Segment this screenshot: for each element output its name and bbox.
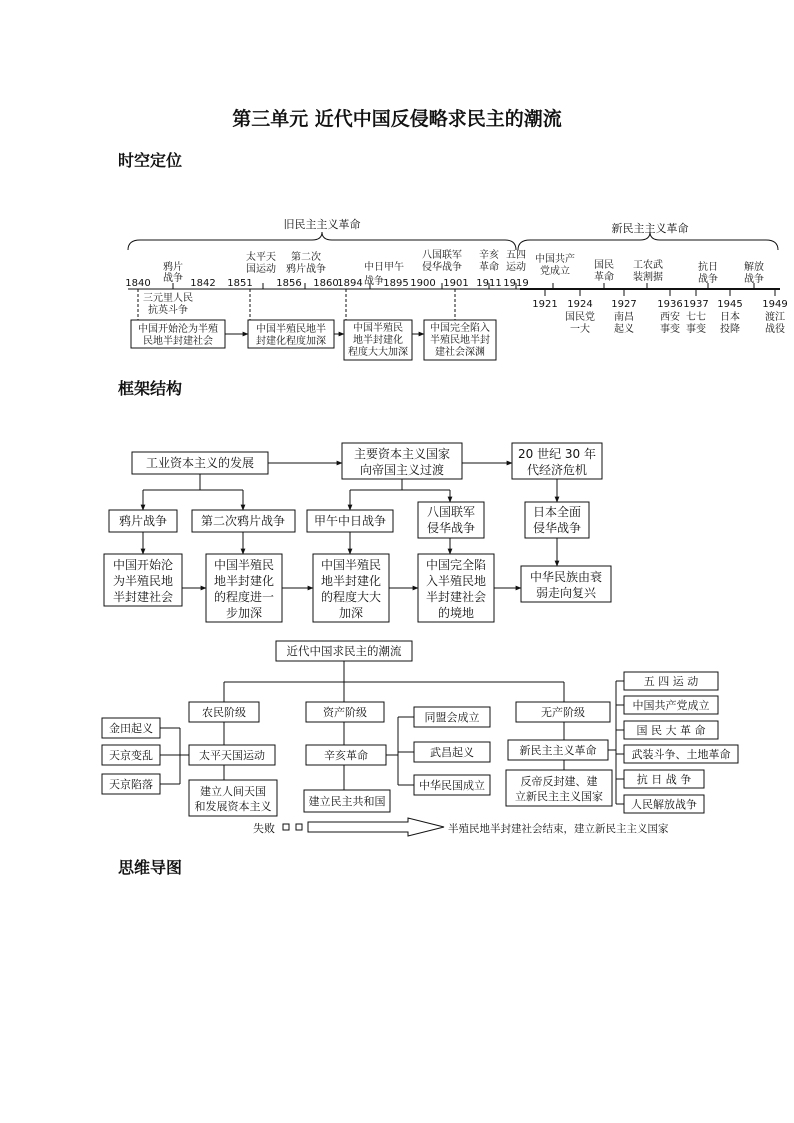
section-heading-mindmap: 思维导图 (118, 858, 183, 877)
year-1895: 1895 (383, 278, 409, 289)
year-1927: 1927 (611, 299, 637, 310)
roc-label: 中华民国成立 (419, 779, 485, 792)
conclusion-label: 半殖民地半封建社会结束，建立新民主主义国家 (448, 823, 669, 835)
result-4-l2: 入半殖民地 (425, 574, 487, 588)
event-sanyuanli-l1: 三元里人民 (143, 293, 193, 304)
tongmenghui-label: 同盟会成立 (424, 711, 480, 724)
year-1860: 1860 (313, 278, 339, 289)
stage-4-l2: 半殖民地半封 (430, 335, 490, 346)
nd-goal-l2: 立新民主主义国家 (515, 790, 603, 803)
armed-struggle-label: 武装斗争、土地革命 (631, 748, 731, 761)
event-1927-l2: 起义 (614, 324, 634, 335)
event-workers-l2: 装割据 (633, 272, 663, 283)
label-new-revolution: 新民主主义革命 (611, 222, 689, 235)
year-1937: 1937 (683, 299, 709, 310)
event-xinhai-l1: 辛亥 (479, 250, 499, 261)
event-taiping-l2: 国运动 (246, 264, 276, 275)
anti-japan-label: 抗 日 战 争 (636, 773, 692, 786)
event-may-fourth-l2: 运动 (506, 262, 526, 273)
sino-japanese-label: 甲午中日战争 (313, 514, 387, 528)
result-2-l4: 步加深 (225, 606, 263, 620)
peasant-label: 农民阶级 (202, 706, 246, 719)
stage-2-l1: 中国半殖民地半 (256, 324, 326, 335)
event-1924-l1: 国民党 (565, 312, 595, 323)
japan-invasion-l1: 日本全面 (532, 505, 582, 519)
result-4-l1: 中国完全陷 (425, 558, 487, 572)
event-anti-japan-l1: 抗日 (698, 262, 718, 273)
imperialism-l2: 向帝国主义过渡 (359, 463, 445, 477)
year-1921: 1921 (532, 299, 558, 310)
section-heading-framework: 框架结构 (118, 379, 183, 398)
result-2-l3: 的程度进一 (213, 590, 275, 604)
year-1856: 1856 (276, 278, 302, 289)
year-1840: 1840 (125, 278, 151, 289)
imperialism-l1: 主要资本主义国家 (353, 447, 451, 461)
result-3-l3: 的程度大大 (320, 590, 382, 604)
stage-1-l2: 民地半封建社会 (143, 336, 213, 347)
result-1-l1: 中国开始沦 (112, 558, 174, 572)
result-4-l3: 半封建社会 (425, 590, 487, 604)
event-sino-japanese-l2: 战争 (364, 276, 384, 287)
event-liberation-l1: 解放 (744, 262, 764, 273)
year-1924: 1924 (567, 299, 593, 310)
event-1936-l1: 西安 (660, 312, 680, 323)
event-second-opium-l1: 第二次 (291, 252, 321, 263)
event-workers-l1: 工农武 (633, 260, 663, 271)
second-opium-label: 第二次鸦片战争 (200, 514, 286, 528)
event-1927-l1: 南昌 (614, 312, 634, 323)
xinhai-goal-label: 建立民主共和国 (308, 795, 386, 808)
industrial-label: 工业资本主义的发展 (145, 456, 255, 470)
year-1901: 1901 (443, 278, 469, 289)
big-arrow (308, 818, 444, 836)
crisis-l1: 20 世纪 30 年 (518, 447, 596, 461)
xinhai-label: 辛亥革命 (324, 749, 368, 762)
stage-4-l1: 中国完全陷入 (430, 323, 490, 334)
year-1919: 1919 (503, 278, 529, 289)
new-democratic-label: 新民主主义革命 (519, 744, 597, 757)
year-1851: 1851 (227, 278, 253, 289)
crisis-l2: 代经济危机 (526, 463, 588, 477)
fail-square-2 (296, 824, 302, 830)
event-1949-l1: 渡江 (765, 312, 785, 323)
year-1936: 1936 (657, 299, 683, 310)
eight-nation-l2: 侵华战争 (426, 521, 476, 535)
year-1842: 1842 (190, 278, 216, 289)
result-3-l4: 加深 (338, 606, 364, 620)
result-1-l3: 半封建社会 (112, 590, 174, 604)
proletariat-label: 无产阶级 (541, 706, 585, 719)
event-1945-l1: 日本 (720, 312, 740, 323)
section-heading-timeline: 时空定位 (118, 151, 183, 170)
event-cpc-l2: 党成立 (540, 266, 570, 277)
event-eight-nation-l2: 侵华战争 (422, 262, 462, 273)
wuchang-label: 武昌起义 (430, 746, 474, 759)
fail-square-1 (283, 824, 289, 830)
brace-old (128, 232, 516, 250)
event-1945-l2: 投降 (720, 324, 740, 335)
event-1936-l2: 事变 (660, 324, 680, 335)
result-4-l4: 的境地 (437, 606, 475, 620)
stage-3-l1: 中国半殖民 (353, 323, 403, 334)
event-sanyuanli-l2: 抗英斗争 (148, 305, 188, 316)
japan-invasion-l2: 侵华战争 (532, 521, 582, 535)
result-2-l2: 地半封建化 (213, 574, 275, 588)
taiping-goal-l1: 建立人间天国 (200, 785, 266, 798)
event-opium-war-l1: 鸦片 (163, 262, 183, 273)
event-liberation-l2: 战争 (744, 274, 764, 285)
tianjing-fall-label: 天京陷落 (109, 778, 153, 791)
eight-nation-l1: 八国联军 (426, 505, 476, 519)
stage-3-l3: 程度大大加深 (348, 347, 408, 358)
year-1945: 1945 (717, 299, 743, 310)
year-1894: 1894 (337, 278, 363, 289)
event-second-opium-l2: 鸦片战争 (286, 264, 326, 275)
event-may-fourth-l1: 五四 (506, 250, 526, 261)
result-2-l1: 中国半殖民 (213, 558, 275, 572)
label-old-revolution: 旧民主主义革命 (283, 218, 361, 231)
bourgeois-label: 资产阶级 (323, 706, 367, 719)
stage-1-l1: 中国开始沦为半殖 (138, 324, 218, 335)
event-xinhai-l2: 革命 (479, 262, 499, 273)
event-national-rev-l2: 革命 (594, 272, 614, 283)
event-eight-nation-l1: 八国联军 (422, 250, 462, 261)
year-1900: 1900 (410, 278, 436, 289)
framework-labels (113, 446, 602, 620)
taiping-goal-l2: 和发展资本主义 (194, 800, 272, 813)
event-1937-l2: 事变 (686, 324, 706, 335)
opium-war-label: 鸦片战争 (118, 514, 168, 528)
revival-l1: 中华民族由衰 (529, 570, 603, 584)
jintian-label: 金田起义 (109, 722, 153, 735)
event-cpc-l1: 中国共产 (535, 254, 575, 265)
year-1911: 1911 (476, 278, 502, 289)
stage-4-l3: 建社会深渊 (435, 347, 485, 358)
event-1949-l2: 战役 (765, 324, 785, 335)
event-national-rev-l1: 国民 (594, 260, 614, 271)
result-1-l2: 为半殖民地 (112, 574, 174, 588)
event-sino-japanese-l1: 中日甲午 (364, 262, 404, 273)
event-opium-war-l2: 战争 (163, 273, 183, 284)
nd-goal-l1: 反帝反封建、建 (520, 775, 598, 788)
revival-l2: 弱走向复兴 (535, 586, 597, 600)
event-anti-japan-l2: 战争 (698, 274, 718, 285)
result-3-l1: 中国半殖民 (320, 558, 382, 572)
tianjing-change-label: 天京变乱 (109, 749, 153, 762)
liberation-label: 人民解放战争 (631, 798, 697, 811)
stage-2-l2: 封建化程度加深 (256, 336, 326, 347)
cpc-label: 中国共产党成立 (632, 699, 710, 712)
stage-3-l2: 地半封建化 (353, 335, 403, 346)
event-1924-l2: 一大 (570, 324, 590, 335)
great-revolution-label: 国 民 大 革 命 (636, 724, 706, 737)
root-label: 近代中国求民主的潮流 (286, 644, 402, 658)
year-1949: 1949 (762, 299, 788, 310)
result-3-l2: 地半封建化 (320, 574, 382, 588)
taiping-label: 太平天国运动 (199, 749, 265, 762)
event-1937-l1: 七七 (686, 312, 706, 323)
event-taiping-l1: 太平天 (246, 252, 276, 263)
may-fourth-label: 五 四 运 动 (643, 675, 699, 688)
page-title: 第三单元 近代中国反侵略求民主的潮流 (232, 108, 562, 130)
fail-label: 失败 (253, 822, 275, 835)
